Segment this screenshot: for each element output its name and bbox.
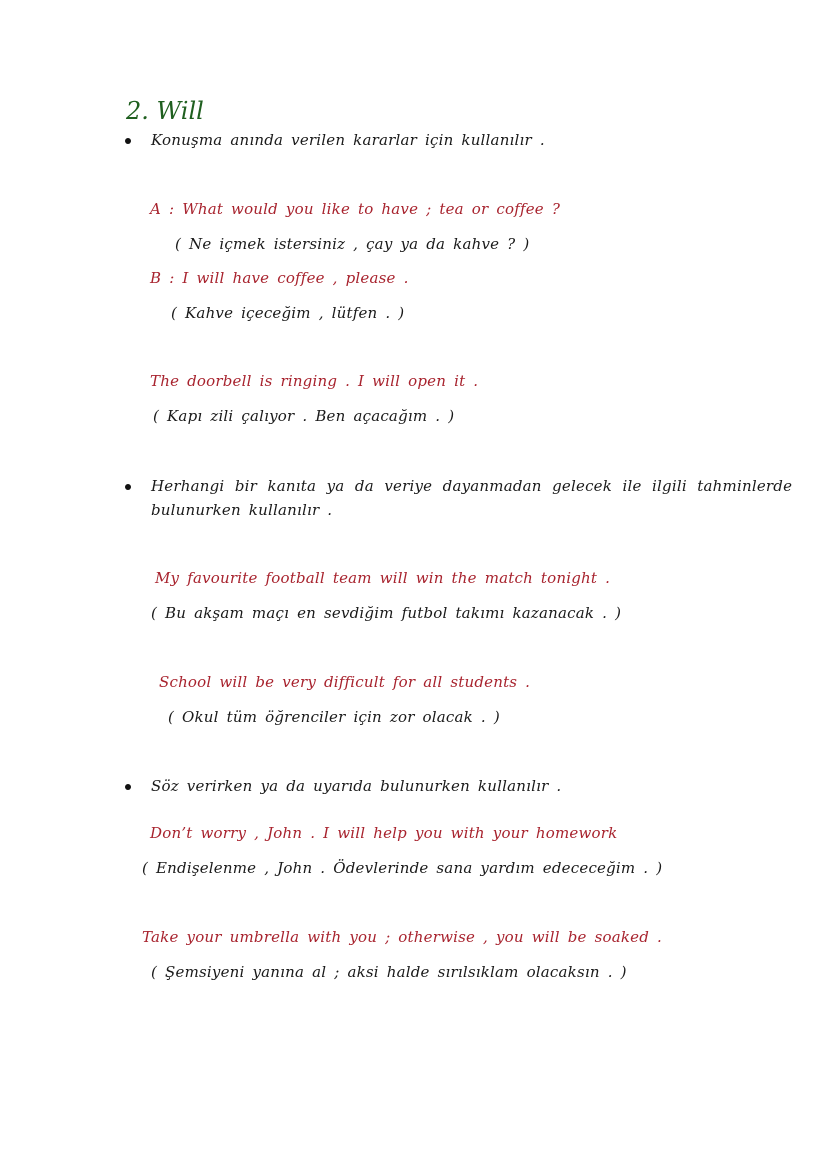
- bullet-icon: [125, 484, 131, 490]
- rule-text: Konuşma anında verilen kararlar için kullanılır .: [151, 131, 545, 149]
- example-turkish: ( Kapı zili çalıyor . Ben açacağım . ): [153, 407, 455, 425]
- example-turkish: ( Endişelenme , John . Ödevlerinde sana yardım edececeğim . ): [142, 859, 663, 877]
- example-turkish: ( Bu akşam maçı en sevdiğim futbol takımı kazanacak . ): [151, 604, 622, 622]
- example-english: Take your umbrella with you ; otherwise , you will be soaked .: [142, 928, 662, 946]
- example-english: The doorbell is ringing . I will open it .: [150, 372, 479, 390]
- section-heading: 2. Will: [126, 97, 204, 125]
- example-english: School will be very difficult for all students .: [159, 673, 531, 691]
- rule-text: bulunurken kullanılır .: [151, 501, 333, 519]
- example-english: My favourite football team will win the match tonight .: [155, 569, 611, 587]
- example-turkish: ( Kahve içeceğim , lütfen . ): [171, 304, 405, 322]
- example-english: B : I will have coffee , please .: [150, 269, 409, 287]
- example-english: Don’t worry , John . I will help you with your homework: [150, 824, 618, 842]
- example-turkish: ( Ne içmek istersiniz , çay ya da kahve ? ): [175, 235, 530, 253]
- example-turkish: ( Şemsiyeni yanına al ; aksi halde sırılsıklam olacaksın . ): [151, 963, 627, 981]
- example-turkish: ( Okul tüm öğrenciler için zor olacak . ): [168, 708, 500, 726]
- bullet-icon: [125, 138, 131, 144]
- rule-text: Söz verirken ya da uyarıda bulunurken kullanılır .: [151, 777, 562, 795]
- rule-text: Herhangi bir kanıta ya da veriye dayanmadan gelecek ile ilgili tahminlerde: [151, 477, 793, 495]
- bullet-icon: [125, 784, 131, 790]
- example-english: A : What would you like to have ; tea or coffee ?: [150, 200, 561, 218]
